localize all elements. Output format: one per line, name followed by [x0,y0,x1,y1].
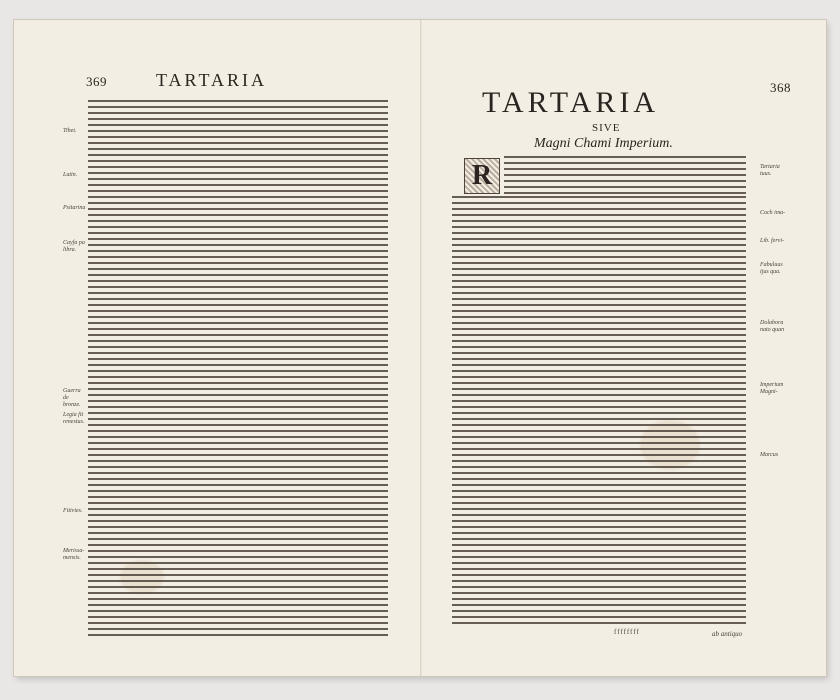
right-sidenote: Lib. fervi- [760,238,784,244]
left-sidenote: Fitivies. [63,508,83,514]
left-page-number: 369 [86,74,107,89]
left-running-title: TARTARIA [156,70,268,90]
right-sidenote: Tartaria tuus. [760,164,780,177]
left-sidenote: Merissa-mensis. [63,548,85,561]
decorated-initial-letter [464,158,500,194]
right-sidenote: Dolabora nato quan [760,320,785,333]
left-page-body-text [88,100,388,638]
right-page-body-text-top [504,156,746,194]
right-sidenote: Fabuluus ijus qua. [760,262,783,275]
left-sidenote: Cayfa pa libra. [63,240,85,253]
left-sidenote: Legia fit renestus. [63,412,85,425]
catchword: ab antiquo [712,630,743,638]
right-page-sive: SIVE [592,122,621,134]
printer-signature-mark: ffffffff [614,628,640,636]
right-page-title: TARTARIA [482,86,660,119]
right-sidenote: Imperium Magni- [760,382,784,395]
right-sidenote: Coch ima- [760,210,786,216]
right-sidenote: Marcus [760,452,779,458]
right-page-number: 368 [770,80,791,95]
left-sidenote: Psitarina [63,205,86,211]
right-page-subtitle: Magni Chami Imperium. [534,136,673,151]
right-page-body-text [452,196,746,624]
initial-letter-glyph: R [471,160,493,191]
left-sidenote: Guerra de bronze. [63,388,81,408]
center-fold [420,20,422,676]
left-sidenote: Lutin. [63,172,78,178]
left-sidenote: Tibet. [63,128,77,134]
